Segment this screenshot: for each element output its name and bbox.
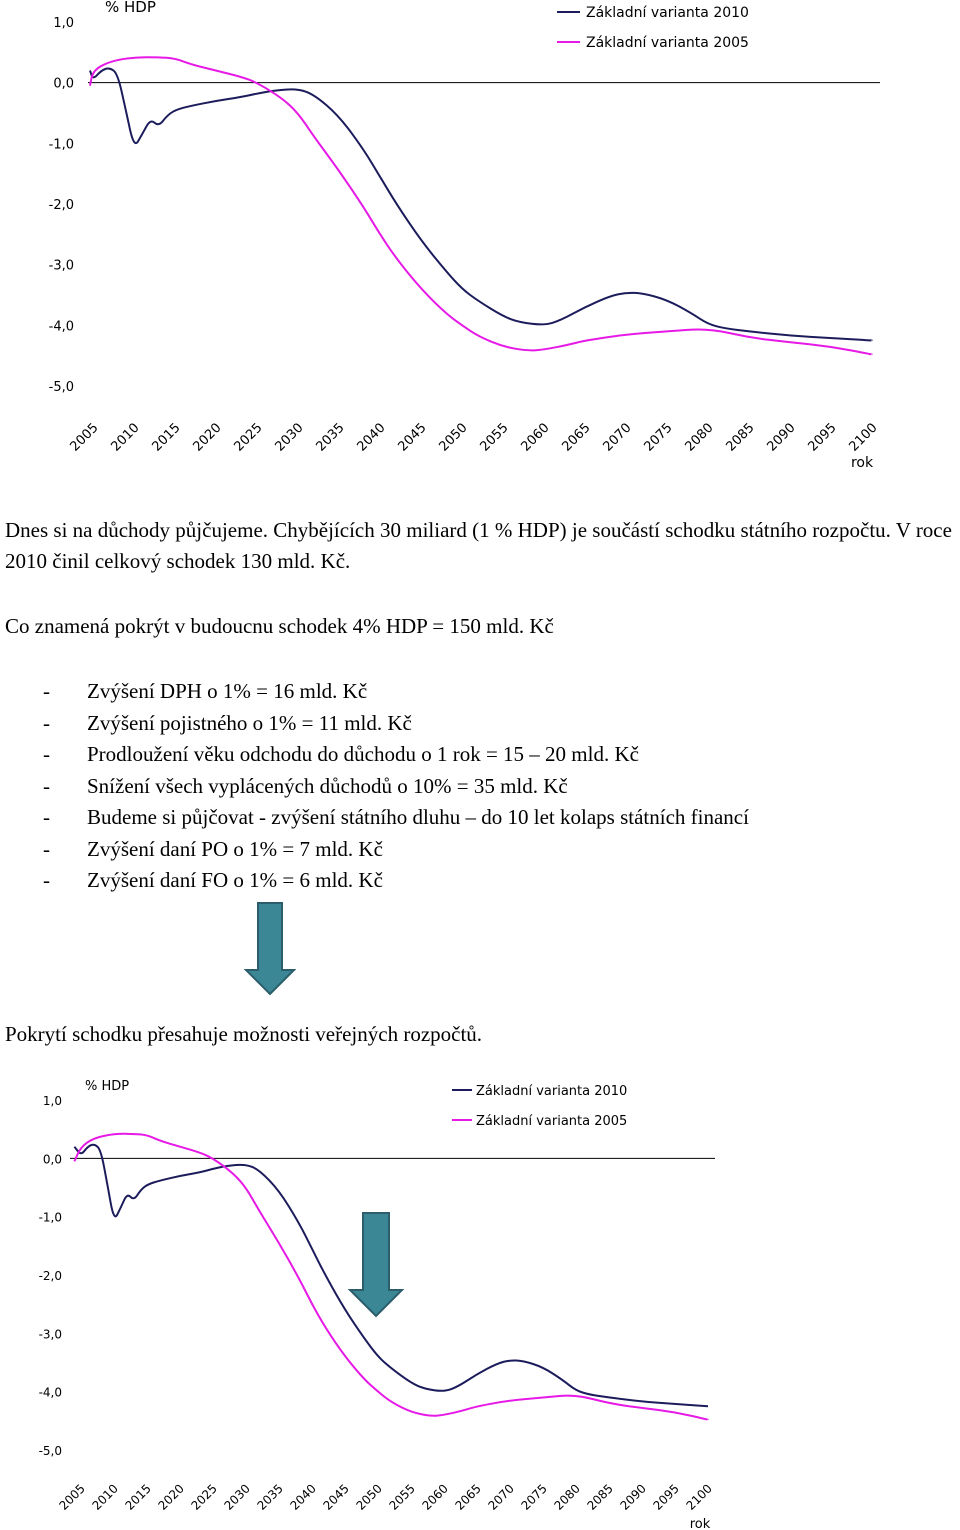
x-tick-label: 2055 — [386, 1481, 418, 1513]
x-tick-label: 2070 — [485, 1481, 517, 1513]
legend-label: Základní varianta 2010 — [476, 1084, 628, 1099]
intro-paragraph: Dnes si na důchody půjčujeme. Chybějících 30 miliard (1 % HDP) je součástí schodku státního rozpočtu. V roce 2010 činil celkový schodek 130 mld. Kč. — [5, 518, 952, 573]
x-axis-label: rok — [850, 455, 874, 471]
x-tick-label: 2005 — [67, 420, 102, 455]
chart-bottom-svg — [0, 1070, 960, 1530]
chart-top-svg — [0, 0, 960, 480]
x-tick-label: 2085 — [584, 1481, 616, 1513]
list-item — [5, 708, 749, 740]
list-item-text: Zvýšení DPH o 1% = 16 mld. Kč — [87, 679, 368, 703]
x-tick-label: 2020 — [155, 1481, 187, 1513]
list-item-text: Snížení všech vyplácených důchodů o 10% = 35 mld. Kč — [87, 773, 568, 798]
x-tick-label: 2015 — [149, 420, 184, 455]
y-tick-label: -2,0 — [48, 198, 74, 213]
x-tick-label: 2085 — [723, 420, 758, 455]
y-tick-label: 1,0 — [42, 1094, 62, 1108]
bullet-marker: - — [43, 805, 50, 829]
y-tick-label: -4,0 — [48, 319, 74, 335]
x-axis-label: rok — [689, 1517, 711, 1530]
x-tick-label: 2060 — [518, 420, 553, 455]
y-tick-label: -2,0 — [38, 1269, 62, 1283]
x-tick-label: 2095 — [650, 1481, 682, 1513]
x-tick-label: 2045 — [320, 1481, 352, 1513]
y-tick-label: -1,0 — [48, 137, 74, 153]
chart-top — [0, 0, 960, 480]
legend-label: Základní varianta 2005 — [586, 35, 749, 51]
x-tick-label: 2100 — [683, 1481, 715, 1513]
x-tick-label: 2010 — [89, 1481, 121, 1513]
x-tick-label: 2030 — [272, 420, 307, 455]
x-tick-label: 2010 — [108, 420, 143, 455]
x-tick-label: 2100 — [846, 420, 881, 455]
x-tick-label: 2090 — [764, 420, 799, 455]
x-tick-label: 2045 — [395, 420, 430, 455]
x-tick-label: 2050 — [436, 420, 471, 455]
x-tick-label: 2035 — [254, 1481, 286, 1513]
down-arrow-shape — [350, 1213, 402, 1316]
x-tick-label: 2055 — [477, 420, 512, 455]
list-item — [5, 739, 749, 771]
down-arrow-shape — [246, 903, 294, 994]
x-tick-label: 2065 — [452, 1481, 484, 1513]
list-item-text: Zvýšení daní FO o 1% = 6 mld. Kč — [87, 868, 383, 892]
series-line-2010 — [90, 69, 872, 341]
legend-label: Základní varianta 2005 — [476, 1114, 628, 1129]
legend-label: Základní varianta 2010 — [586, 5, 749, 21]
options-list — [5, 676, 749, 897]
x-tick-label: 2095 — [805, 420, 840, 455]
down-arrow-icon — [244, 902, 296, 996]
list-item-text: Budeme si půjčovat - zvýšení státního dluhu – do 10 let kolaps státních financí — [87, 805, 749, 829]
bullet-marker: - — [43, 710, 50, 735]
x-tick-label: 2075 — [518, 1481, 550, 1513]
x-tick-label: 2015 — [122, 1481, 154, 1513]
list-item-text: Zvýšení daní PO o 1% = 7 mld. Kč — [87, 836, 383, 861]
y-tick-label: -1,0 — [38, 1210, 62, 1225]
y-axis-label: % HDP — [85, 1079, 130, 1094]
bullet-marker: - — [43, 742, 50, 766]
bullet-marker: - — [43, 773, 50, 798]
list-item-text: Prodloužení věku odchodu do důchodu o 1 rok = 15 – 20 mld. Kč — [87, 742, 639, 766]
x-tick-label: 2060 — [419, 1481, 451, 1513]
x-tick-label: 2040 — [287, 1481, 319, 1513]
list-item — [5, 834, 749, 866]
x-tick-label: 2065 — [559, 420, 594, 455]
question-heading: Co znamená pokrýt v budoucnu schodek 4% HDP = 150 mld. Kč — [5, 614, 554, 638]
conclusion-text: Pokrytí schodku přesahuje možnosti veřejných rozpočtů. — [5, 1022, 483, 1046]
down-arrow-icon — [348, 1212, 404, 1318]
bullet-marker: - — [43, 836, 50, 861]
x-tick-label: 2030 — [221, 1481, 253, 1513]
y-tick-label: 1,0 — [53, 16, 74, 31]
x-tick-label: 2025 — [188, 1481, 220, 1513]
chart-bottom — [0, 1070, 960, 1530]
y-tick-label: 0,0 — [53, 76, 74, 92]
list-item-text: Zvýšení pojistného o 1% = 11 mld. Kč — [87, 710, 412, 735]
x-tick-label: 2040 — [354, 420, 389, 455]
bullet-marker: - — [43, 868, 50, 892]
y-tick-label: -3,0 — [48, 258, 74, 274]
bullet-marker: - — [43, 679, 50, 703]
x-tick-label: 2005 — [56, 1481, 88, 1513]
x-tick-label: 2020 — [190, 420, 225, 455]
list-item — [5, 676, 749, 708]
y-axis-label: % HDP — [105, 0, 156, 16]
x-tick-label: 2025 — [231, 420, 266, 455]
x-tick-label: 2050 — [353, 1481, 385, 1513]
y-tick-label: -3,0 — [38, 1327, 62, 1342]
list-item — [5, 865, 749, 897]
list-item — [5, 771, 749, 803]
y-tick-label: -5,0 — [38, 1444, 62, 1458]
x-tick-label: 2075 — [641, 420, 676, 455]
y-tick-label: -4,0 — [38, 1385, 62, 1400]
x-tick-label: 2080 — [682, 420, 717, 455]
x-tick-label: 2070 — [600, 420, 635, 455]
list-item — [5, 802, 749, 834]
x-tick-label: 2035 — [313, 420, 348, 455]
x-tick-label: 2090 — [617, 1481, 649, 1513]
y-tick-label: -5,0 — [48, 380, 74, 395]
y-tick-label: 0,0 — [42, 1152, 62, 1167]
x-tick-label: 2080 — [551, 1481, 583, 1513]
